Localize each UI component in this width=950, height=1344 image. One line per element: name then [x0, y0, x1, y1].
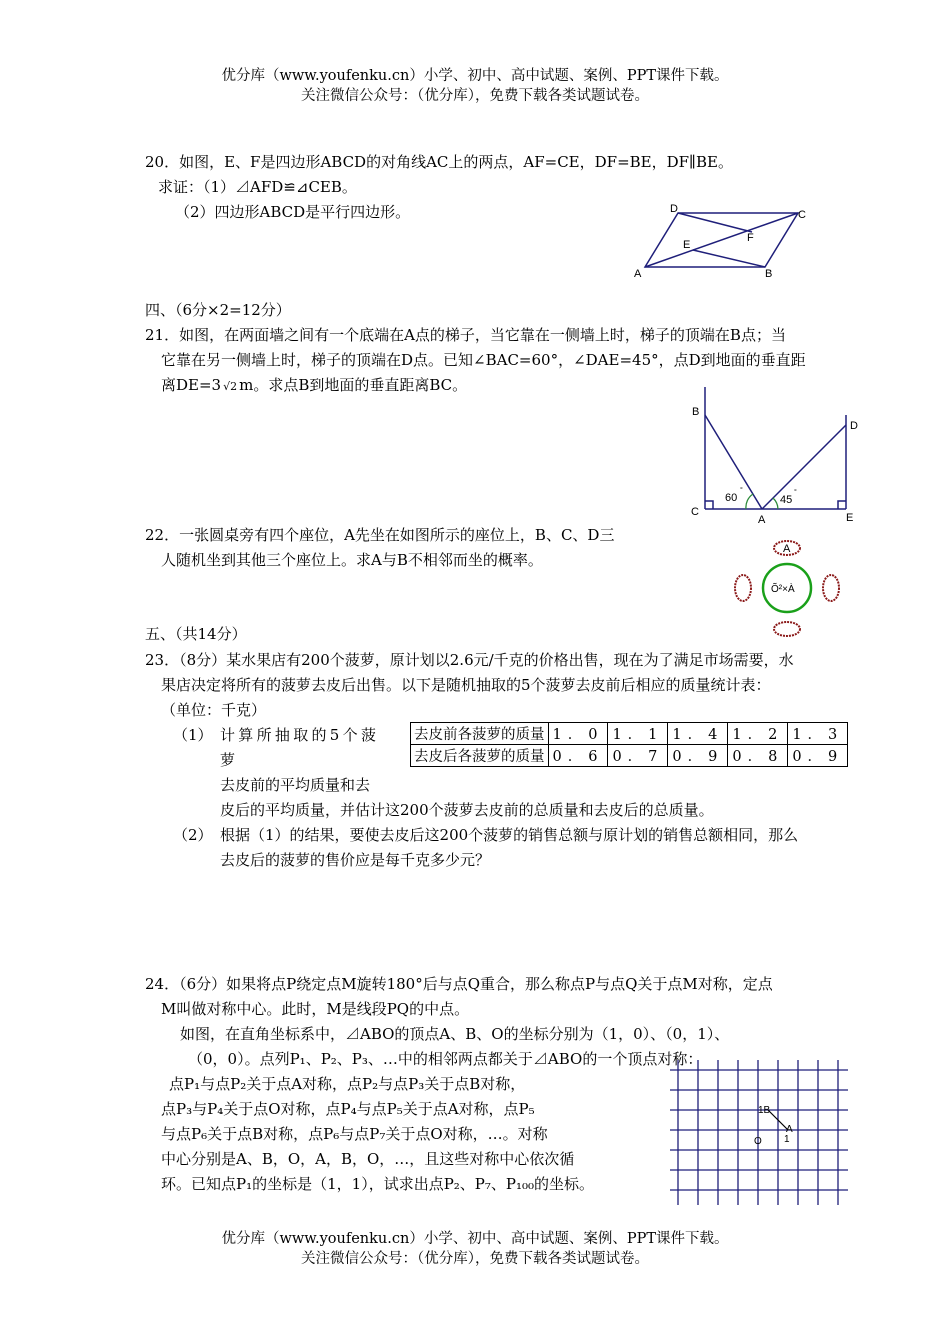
q24-line-1: 24．（6分）如果将点P绕定点M旋转180°后与点Q重合，那么称点P与点Q关于点M对称，定点 — [145, 975, 773, 993]
q20-part1: 求证：（1）⊿AFD≌⊿CEB。 — [158, 178, 357, 196]
q23-unit: （单位：千克） — [161, 701, 267, 719]
header-line-2: 关注微信公众号：（优分库），免费下载各类试题试卷。 — [301, 88, 649, 104]
label-e: E — [683, 239, 691, 251]
section-4-title: 四、（6分×2=12分） — [145, 301, 291, 319]
q22-line-1: 22．一张圆桌旁有四个座位，A先坐在如图所示的座位上，B、C、D三 — [145, 526, 615, 544]
q24-line-9: 环。已知点P₁的坐标是（1，1），试求出点P₂、P₇、P₁₀₀的坐标。 — [161, 1175, 595, 1193]
q24-line-5: 点P₁与点P₂关于点A对称，点P₂与点P₃关于点B对称， — [169, 1075, 526, 1093]
label-e: E — [846, 512, 854, 524]
q23-part1-number: （1） — [173, 726, 213, 744]
q21-ladder-figure — [680, 385, 880, 530]
grid-label-one: 1 — [784, 1134, 790, 1145]
grid-label-o: O — [754, 1136, 762, 1147]
seat-a-label: A — [783, 543, 791, 555]
sqrt-two: √2 — [223, 380, 238, 393]
q23-part1-line-c: 去皮前的平均质量和去 — [220, 776, 371, 794]
angle-60-label: 60 — [725, 492, 738, 504]
table-cell: 1．4 — [668, 723, 728, 745]
q24-coordinate-grid — [670, 1060, 855, 1210]
q24-line-4: （0，0）。点列P₁、P₂、P₃、…中的相邻两点都关于⊿ABO的一个顶点对称： — [188, 1050, 703, 1068]
q22-round-table-figure — [725, 535, 850, 640]
row-label: 去皮后各菠萝的质量 — [411, 745, 549, 767]
table-cell: 1．2 — [728, 723, 788, 745]
q23-part1-line-b: 萝 — [220, 751, 236, 769]
q20-part2: （2）四边形ABCD是平行四边形。 — [175, 203, 411, 221]
diagonal-ac — [645, 213, 798, 267]
seat-left — [735, 575, 751, 601]
q23-part1-line-a: 计算所抽取的5个菠 — [220, 726, 380, 744]
table-cell: 1．3 — [788, 723, 848, 745]
seat-bottom — [774, 622, 800, 636]
table-cell: 0．6 — [548, 745, 608, 767]
angle-arc-45 — [773, 498, 778, 509]
degree-mark-45: ° — [794, 489, 797, 496]
table-cell: 0．9 — [668, 745, 728, 767]
q24-line-3: 如图，在直角坐标系中，⊿ABO的顶点A、B、O的坐标分别为（1，0）、（0，1）、 — [180, 1025, 730, 1043]
q20-stem: 20．如图，E、F是四边形ABCD的对角线AC上的两点，AF=CE，DF=BE，DF∥BE。 — [145, 153, 733, 171]
label-c: C — [691, 506, 699, 518]
angle-45-label: 45 — [780, 494, 793, 506]
q21-line-1: 21．如图，在两面墙之间有一个底端在A点的梯子，当它靠在一侧墙上时，梯子的顶端在B点；当 — [145, 326, 786, 344]
table-cell: 0．9 — [788, 745, 848, 767]
label-c: C — [798, 209, 806, 221]
q23-part2-line-b: 去皮后的菠萝的售价应是每千克多少元？ — [220, 851, 491, 869]
q23-line-2: 果店决定将所有的菠萝去皮后出售。以下是随机抽取的5个菠萝去皮前后相应的质量统计表： — [161, 676, 771, 694]
table-cell: 0．7 — [608, 745, 668, 767]
right-angle-e — [838, 501, 846, 509]
segment-be — [693, 250, 765, 267]
q21-line-2: 它靠在另一侧墙上时，梯子的顶端在D点。已知∠BAC=60°，∠DAE=45°，点D到地面的垂直距 — [161, 351, 806, 369]
q23-part2-line-a: 根据（1）的结果，要使去皮后这200个菠萝的销售总额与原计划的销售总额相同，那么 — [220, 826, 799, 844]
seat-right — [823, 575, 839, 601]
q23-line-1: 23．（8分）某水果店有200个菠萝，原计划以2.6元/千克的价格出售，现在为了满足市场需要，水 — [145, 651, 794, 669]
q20-parallelogram-figure — [620, 195, 820, 285]
label-d: D — [670, 203, 678, 215]
table-row — [411, 723, 848, 745]
right-angle-c — [705, 501, 713, 509]
q24-line-7: 与点P₆关于点B对称，点P₆与点P₇关于点O对称，…。对称 — [161, 1125, 548, 1143]
table-label: Õ²×À — [771, 584, 795, 595]
q21-line-3: 离DE=3 √2 m。求点B到地面的垂直距离BC。 — [161, 376, 468, 394]
grid-label-a: A — [786, 1124, 793, 1135]
label-b: B — [692, 406, 700, 418]
degree-mark-60: ° — [740, 487, 743, 494]
angle-arc-60 — [746, 494, 753, 509]
table-cell: 0．8 — [728, 745, 788, 767]
footer-line-2: 关注微信公众号：（优分库），免费下载各类试题试卷。 — [301, 1251, 649, 1267]
q24-line-2: M叫做对称中心。此时，M是线段PQ的中点。 — [161, 1000, 470, 1018]
footer-line-1: 优分库（www.youfenku.cn）小学、初中、高中试题、案例、PPT课件下载。 — [221, 1231, 729, 1247]
q22-line-2: 人随机坐到其他三个座位上。求A与B不相邻而坐的概率。 — [161, 551, 543, 569]
label-d: D — [850, 420, 858, 432]
label-a: A — [758, 514, 766, 526]
pineapple-mass-table — [410, 722, 848, 767]
row-label: 去皮前各菠萝的质量 — [411, 723, 549, 745]
label-b: B — [765, 268, 773, 280]
section-5-title: 五、（共14分） — [145, 625, 247, 643]
ladder-ad — [762, 425, 846, 509]
q23-part1-line-d: 皮后的平均质量，并估计这200个菠萝去皮前的总质量和去皮后的总质量。 — [220, 801, 714, 819]
q23-part2-number: （2） — [173, 826, 213, 844]
table-cell: 1．1 — [608, 723, 668, 745]
label-f: F — [747, 232, 754, 244]
segment-df — [678, 213, 752, 232]
table-row — [411, 745, 848, 767]
grid-label-b: 1B — [758, 1105, 771, 1116]
header-line-1: 优分库（www.youfenku.cn）小学、初中、高中试题、案例、PPT课件下载。 — [221, 68, 729, 84]
label-a: A — [634, 268, 642, 280]
q24-line-6: 点P₃与P₄关于点O对称，点P₄与点P₅关于点A对称，点P₅ — [161, 1100, 535, 1118]
table-cell: 1．0 — [548, 723, 608, 745]
q24-line-8: 中心分别是A、B，O，A，B，O，…，且这些对称中心依次循 — [161, 1150, 575, 1168]
